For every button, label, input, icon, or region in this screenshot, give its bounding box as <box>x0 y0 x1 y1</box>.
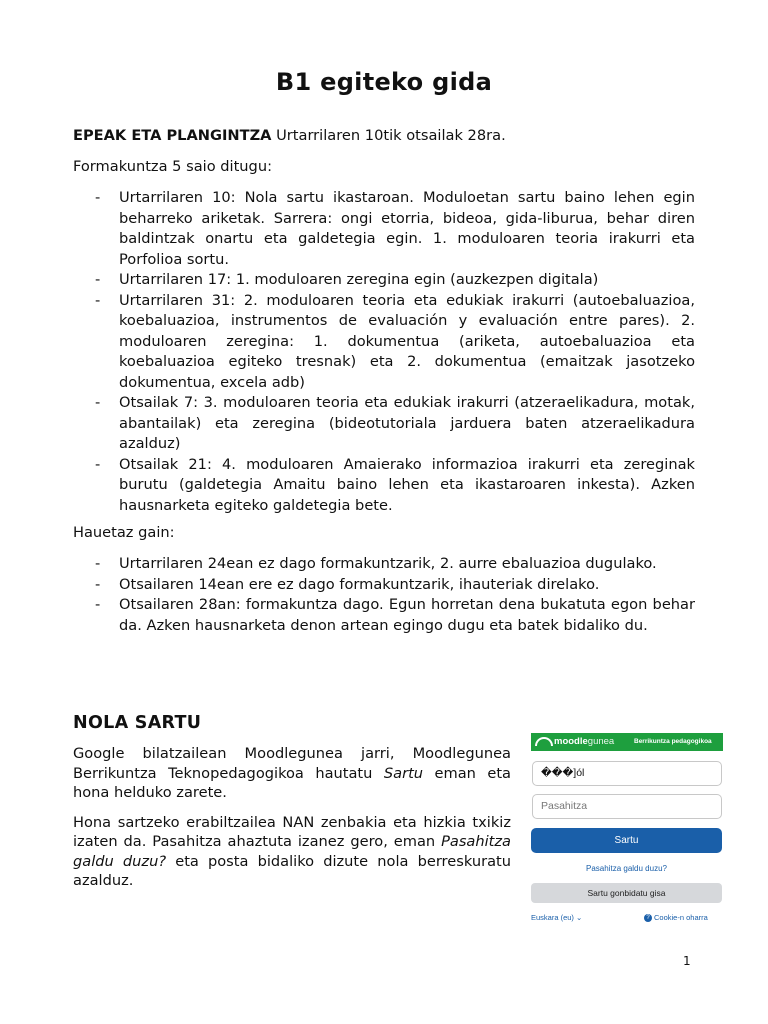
header-subtitle: Berrikuntza pedagogikoa <box>634 738 712 745</box>
dash-bullet: - <box>95 555 101 572</box>
cookie-notice-link[interactable]: ? Cookie-n oharra <box>644 913 708 922</box>
page-number: 1 <box>683 954 691 968</box>
brand-name: moodlegunea <box>554 736 615 747</box>
login-paragraph-1: Google bilatzailean Moodlegunea jarri, Moodlegunea Berrikuntza Teknopedagogikoa hautatu Sartu eman eta hona helduko zarete. <box>73 745 512 801</box>
dash-bullet: - <box>95 455 101 473</box>
login-button[interactable]: Sartu <box>531 828 722 853</box>
dash-bullet: - <box>95 596 101 613</box>
dash-bullet: - <box>95 189 101 206</box>
page-title: B1 egiteko gida <box>275 68 493 96</box>
guest-login-button[interactable]: Sartu gonbidatu gisa <box>531 883 722 903</box>
moodle-logo-icon <box>535 737 553 746</box>
list-item: - Otsailak 21: 4. moduloaren Amaierako informazioa irakurri eta zereginak burutu (galdetegia Amaitu baino lehen eta ikastaroaren inkesta). Azken hausnarketa egiteko galdetegia bete. <box>95 455 695 514</box>
login-instructions <box>73 744 511 891</box>
list-item: - Otsailak 7: 3. moduloaren teoria eta edukiak irakurri (atzeraelikadura, motak, abantailak) eta zeregina (bideotutoriala jarduera baten atzeraelikadura azalduz) <box>95 394 695 452</box>
dash-bullet: - <box>95 291 101 309</box>
login-paragraph-2: Hona sartzeko erabiltzailea NAN zenbakia eta hizkia txikiz izaten da. Pasahitza ahaztuta izanez gero, eman Pasahitza galdu duzu? eta posta bidaliko dizute nola berreskuratu azalduz. <box>73 813 511 889</box>
besides-list <box>73 554 695 636</box>
sessions-intro: Formakuntza 5 saio ditugu: <box>73 158 272 175</box>
login-header-bar <box>531 733 723 751</box>
planning-dates: Urtarrilaren 10tik otsailak 28ra. <box>271 127 506 144</box>
section-heading-login: NOLA SARTU <box>73 713 202 733</box>
username-input[interactable] <box>532 761 722 786</box>
besides-label: Hauetaz gain: <box>73 524 175 541</box>
planning-heading: EPEAK ETA PLANGINTZA <box>73 127 272 144</box>
password-placeholder: Pasahitza <box>541 800 588 812</box>
password-input[interactable] <box>532 794 722 819</box>
list-item: - Urtarrilaren 31: 2. moduloaren teoria eta edukiak irakurri (autoebaluazioa, koebaluazioa, instrumentos de evaluación y evaluación entre pares). 2. moduloaren zeregina: 1. dokumentua (ariketa, autoebaluazioa eta koebaluazioa egiteko tresnak) eta 2. dokumentua (emaitzak jasotzeko dokumentua, excela adb) <box>95 291 695 391</box>
list-item: - Urtarrilaren 24ean ez dago formakuntzarik, 2. aurre ebaluazioa dugulako. <box>73 554 695 575</box>
list-item: - Urtarrilaren 17: 1. moduloaren zeregina egin (auzkezpen digitala) <box>73 270 695 291</box>
list-item: - Otsailaren 28an: formakuntza dago. Egun horretan dena bukatuta egon behar da. Azken hausnarketa denon artean egingo dugu eta batek bidaliko du. <box>95 596 695 634</box>
forgot-password-link[interactable]: Pasahitza galdu duzu? <box>586 864 667 873</box>
dash-bullet: - <box>95 271 101 288</box>
list-item: - Urtarrilaren 10: Nola sartu ikastaroan. Moduloetan sartu baino lehen egin beharreko ariketak. Sarrera: ongi etorria, bideoa, gida-liburua, behar diren baldintzak onartu eta galdetegia egin. 1. moduloaren teoria irakurri eta Porfolioa sortu. <box>95 189 695 268</box>
login-screenshot <box>531 733 723 928</box>
language-selector[interactable]: Euskara (eu) ⌄ <box>531 913 583 922</box>
dash-bullet: - <box>95 394 101 411</box>
question-icon: ? <box>644 914 652 922</box>
planning-line <box>73 126 695 147</box>
list-item: - Otsailaren 14ean ere ez dago formakuntzarik, ihauteriak direlako. <box>73 575 695 596</box>
username-value: ���]ól <box>541 767 585 779</box>
sessions-list <box>73 188 695 516</box>
dash-bullet: - <box>95 575 101 593</box>
